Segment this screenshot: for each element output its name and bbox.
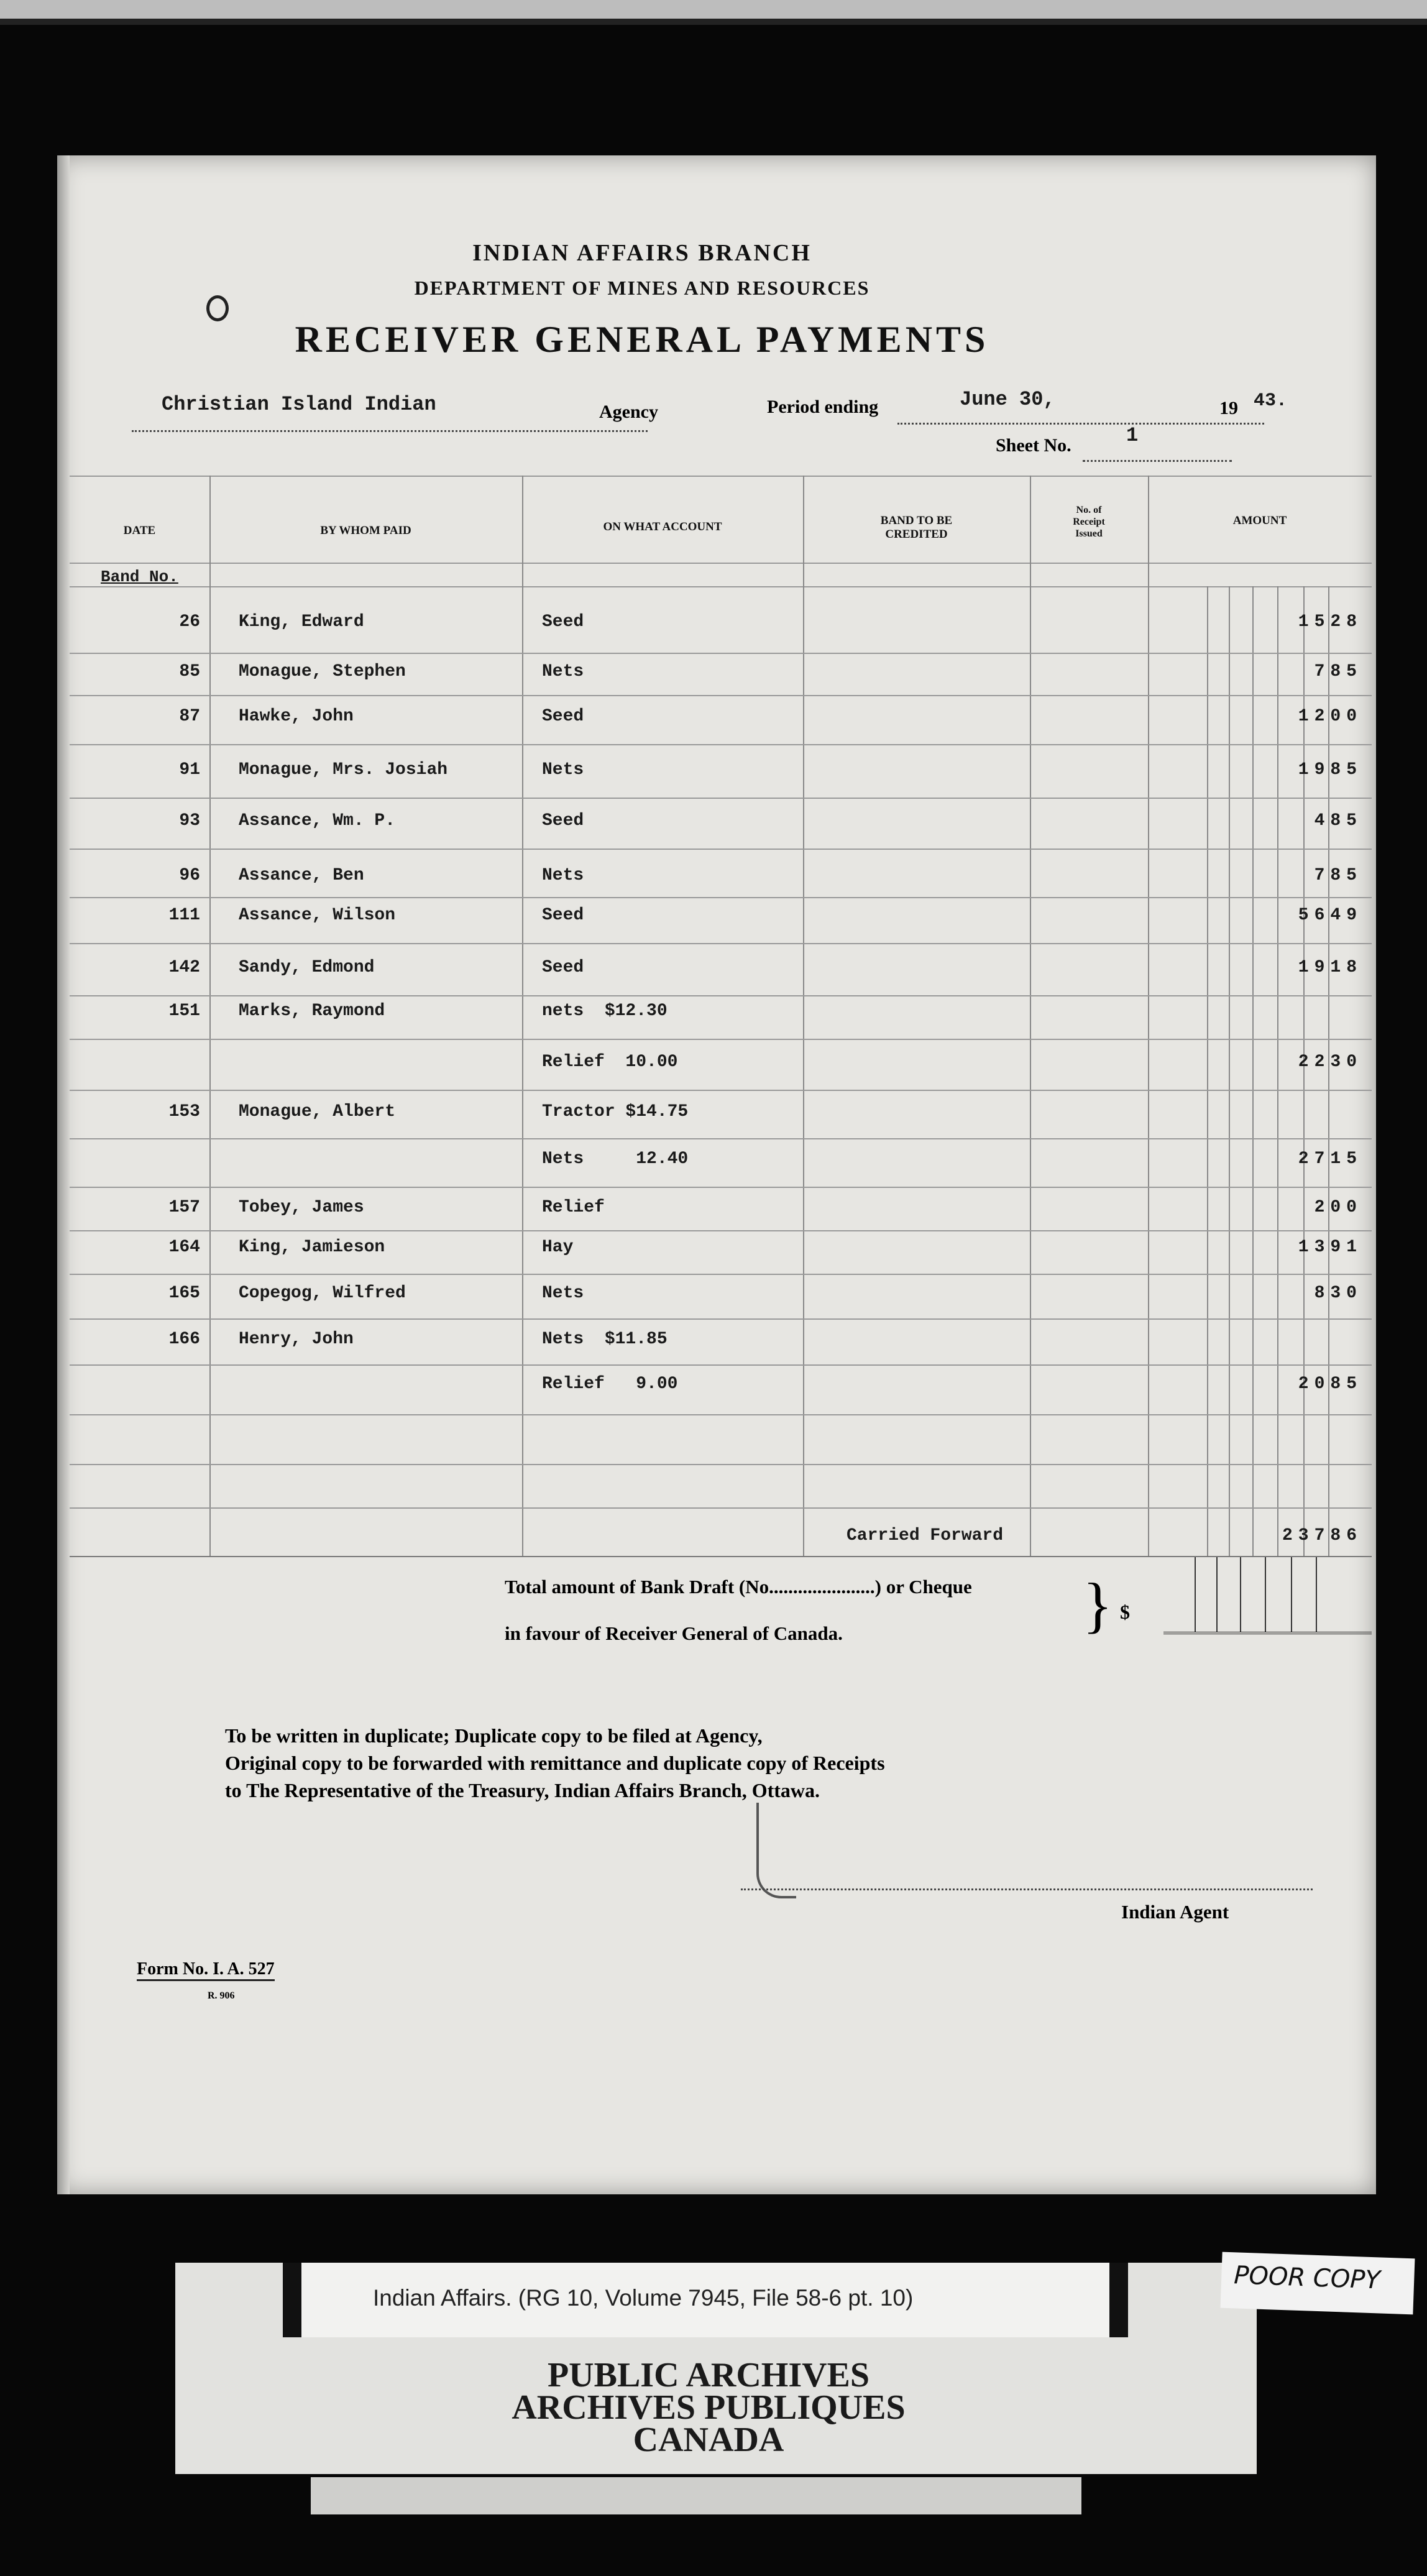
- band-number: 93: [179, 811, 200, 830]
- account: Seed: [542, 707, 584, 726]
- total-col-line: [1195, 1557, 1196, 1632]
- table-row: [70, 1284, 1372, 1321]
- account: Seed: [542, 958, 584, 977]
- bank-draft-line: Total amount of Bank Draft (No......................) or Cheque: [505, 1576, 972, 1598]
- indian-agent-label: Indian Agent: [1121, 1901, 1229, 1923]
- receiver-general-line: in favour of Receiver General of Canada.: [505, 1622, 843, 1644]
- payer-name: Sandy, Edmond: [239, 958, 375, 977]
- table-row: [70, 1001, 1372, 1039]
- header-receipt-line1: No. of: [1076, 505, 1102, 515]
- row-rule: [70, 653, 1372, 654]
- payer-name: King, Edward: [239, 612, 364, 632]
- archive-reference: Indian Affairs. (RG 10, Volume 7945, File 58-6 pt. 10): [373, 2285, 914, 2311]
- poor-copy-note: [1221, 2252, 1415, 2315]
- table-row: [70, 1149, 1372, 1187]
- amount: 200: [1314, 1198, 1362, 1217]
- header-band-line1: BAND TO BE: [880, 514, 953, 527]
- amount: 2715: [1298, 1149, 1362, 1169]
- account: Relief 10.00: [542, 1052, 678, 1072]
- row-rule: [70, 849, 1372, 850]
- payment-form-sheet: [57, 155, 1376, 2194]
- header-receipt-no: [1030, 504, 1148, 540]
- payer-name: Tobey, James: [239, 1198, 364, 1217]
- total-underline: [1163, 1632, 1372, 1634]
- band-number: 153: [168, 1102, 200, 1121]
- table-row: [70, 707, 1372, 744]
- amount: 785: [1314, 866, 1362, 885]
- period-value: June 30,: [960, 388, 1055, 411]
- header-receipt-line3: Issued: [1075, 528, 1103, 539]
- amount: 1918: [1298, 958, 1362, 977]
- row-rule: [70, 1039, 1372, 1040]
- band-number: 142: [168, 958, 200, 977]
- table-row: [70, 811, 1372, 849]
- amount: 5649: [1298, 906, 1362, 925]
- account: Nets: [542, 662, 584, 681]
- table-row: [70, 906, 1372, 943]
- payer-name: King, Jamieson: [239, 1238, 385, 1257]
- instruction-line: To be written in duplicate; Duplicate copy to be filed at Agency,: [225, 1724, 763, 1747]
- amount: 830: [1314, 1284, 1362, 1303]
- account: Seed: [542, 906, 584, 925]
- row-rule: [70, 1187, 1372, 1188]
- archive-line-3: CANADA: [633, 2421, 784, 2459]
- table-row: [70, 1052, 1372, 1090]
- header-receipt-line2: Receipt: [1073, 517, 1105, 527]
- header-band-credited: [803, 514, 1030, 541]
- payer-name: Assance, Wilson: [239, 906, 396, 925]
- header-on-what-account: ON WHAT ACCOUNT: [603, 520, 722, 533]
- table-row: [70, 1102, 1372, 1139]
- payer-name: Assance, Ben: [239, 866, 364, 885]
- account: Tractor $14.75: [542, 1102, 689, 1121]
- row-rule: [70, 1414, 1372, 1415]
- amount: 2230: [1298, 1052, 1362, 1072]
- poor-copy-text: POOR COPY: [1233, 2261, 1381, 2295]
- table-row: [70, 662, 1372, 699]
- account: Relief: [542, 1198, 605, 1217]
- row-rule: [70, 744, 1372, 745]
- header-by-whom-paid: BY WHOM PAID: [320, 524, 411, 537]
- sheet-label: Sheet No.: [996, 435, 1071, 456]
- payer-name: Copegog, Wilfred: [239, 1284, 406, 1303]
- account: Nets: [542, 760, 584, 780]
- band-number: 165: [168, 1284, 200, 1303]
- row-rule: [70, 1274, 1372, 1275]
- table-row: [70, 760, 1372, 798]
- total-brace: }: [1083, 1570, 1113, 1639]
- table-row: [70, 958, 1372, 995]
- header-band-line2: CREDITED: [885, 528, 948, 541]
- band-number: 85: [179, 662, 200, 681]
- year-prefix: 19: [1219, 398, 1238, 418]
- account: Nets: [542, 1284, 584, 1303]
- table-row: [70, 1374, 1372, 1412]
- carried-forward-label: Carried Forward: [847, 1526, 1004, 1545]
- amount: 2085: [1298, 1374, 1362, 1394]
- total-col-line: [1216, 1557, 1218, 1632]
- row-rule: [70, 1464, 1372, 1465]
- account: Nets 12.40: [542, 1149, 689, 1169]
- payer-name: Assance, Wm. P.: [239, 811, 396, 830]
- band-no-label: Band No.: [101, 568, 178, 586]
- payer-name: Hawke, John: [239, 707, 354, 726]
- payer-name: Monague, Albert: [239, 1102, 396, 1121]
- form-title: RECEIVER GENERAL PAYMENTS: [295, 319, 989, 360]
- amount: 1200: [1298, 707, 1362, 726]
- row-rule: [70, 1138, 1372, 1139]
- account: Relief 9.00: [542, 1374, 678, 1394]
- instructions: [225, 1722, 885, 1804]
- row-rule: [70, 943, 1372, 944]
- amount: 1528: [1298, 612, 1362, 632]
- film-edge-top: [0, 0, 1427, 19]
- account: Nets $11.85: [542, 1330, 668, 1349]
- row-rule: [70, 695, 1372, 696]
- agency-label: Agency: [599, 402, 658, 422]
- row-rule: [70, 1090, 1372, 1091]
- total-col-line: [1316, 1557, 1317, 1632]
- band-number: 91: [179, 760, 200, 780]
- account: Seed: [542, 612, 584, 632]
- amount: 785: [1314, 662, 1362, 681]
- payer-name: Marks, Raymond: [239, 1001, 385, 1021]
- band-number: 87: [179, 707, 200, 726]
- table-row: [70, 612, 1372, 650]
- period-field-line: [897, 410, 1264, 425]
- band-number: 157: [168, 1198, 200, 1217]
- total-col-line: [1291, 1557, 1292, 1632]
- instruction-line: to The Representative of the Treasury, Indian Affairs Branch, Ottawa.: [225, 1779, 820, 1801]
- signature-mark: [756, 1803, 796, 1898]
- row-rule: [70, 1507, 1372, 1509]
- branch-heading: INDIAN AFFAIRS BRANCH: [472, 240, 812, 266]
- table-row: [70, 1198, 1372, 1235]
- amount: 1391: [1298, 1238, 1362, 1257]
- sheet-value: 1: [1126, 424, 1139, 447]
- amount: 1985: [1298, 760, 1362, 780]
- sheet-field-line: [1083, 448, 1232, 462]
- row-rule: [70, 1318, 1372, 1320]
- row-rule: [70, 1230, 1372, 1231]
- archive-line-1: PUBLIC ARCHIVES: [547, 2356, 870, 2394]
- year-value: 43.: [1254, 390, 1288, 412]
- account: Seed: [542, 811, 584, 830]
- account: Hay: [542, 1238, 574, 1257]
- payer-name: Monague, Mrs. Josiah: [239, 760, 448, 780]
- period-label: Period ending: [767, 397, 879, 417]
- row-rule: [70, 1364, 1372, 1366]
- form-revision: R. 906: [208, 1990, 235, 2001]
- header-date: DATE: [123, 524, 156, 537]
- carried-forward-amount: 23786: [1282, 1526, 1362, 1545]
- table-rule: [70, 586, 1372, 587]
- header-amount: AMOUNT: [1232, 514, 1287, 527]
- form-number: Form No. I. A. 527: [137, 1959, 275, 1981]
- payments-table: [70, 476, 1372, 1557]
- band-number: 166: [168, 1330, 200, 1349]
- payer-name: Henry, John: [239, 1330, 354, 1349]
- table-row: [70, 1238, 1372, 1275]
- archive-stamp: [305, 2356, 1113, 2459]
- band-number: 111: [168, 906, 200, 925]
- account: nets $12.30: [542, 1001, 668, 1021]
- archive-line-2: ARCHIVES PUBLIQUES: [512, 2388, 906, 2427]
- row-rule: [70, 897, 1372, 898]
- row-rule: [70, 995, 1372, 996]
- band-number: 164: [168, 1238, 200, 1257]
- band-number: 151: [168, 1001, 200, 1021]
- band-number: 26: [179, 612, 200, 632]
- band-number: 96: [179, 866, 200, 885]
- dollar-sign: $: [1120, 1601, 1130, 1623]
- paper-fold-edge: [57, 155, 70, 2194]
- row-rule: [70, 798, 1372, 799]
- film-edge-shadow: [0, 19, 1427, 25]
- table-rule: [70, 563, 1372, 564]
- signature-line: [741, 1888, 1313, 1890]
- amount: 485: [1314, 811, 1362, 830]
- payer-name: Monague, Stephen: [239, 662, 406, 681]
- total-amount-box: [1163, 1557, 1372, 1644]
- agency-value: Christian Island Indian: [162, 393, 436, 416]
- table-rule: [70, 476, 1372, 477]
- department-heading: DEPARTMENT OF MINES AND RESOURCES: [414, 277, 870, 299]
- table-row: [70, 1330, 1372, 1367]
- total-col-line: [1240, 1557, 1241, 1632]
- instruction-line: Original copy to be forwarded with remittance and duplicate copy of Receipts: [225, 1752, 885, 1774]
- total-col-line: [1265, 1557, 1266, 1632]
- label-stub: [311, 2477, 1081, 2514]
- account: Nets: [542, 866, 584, 885]
